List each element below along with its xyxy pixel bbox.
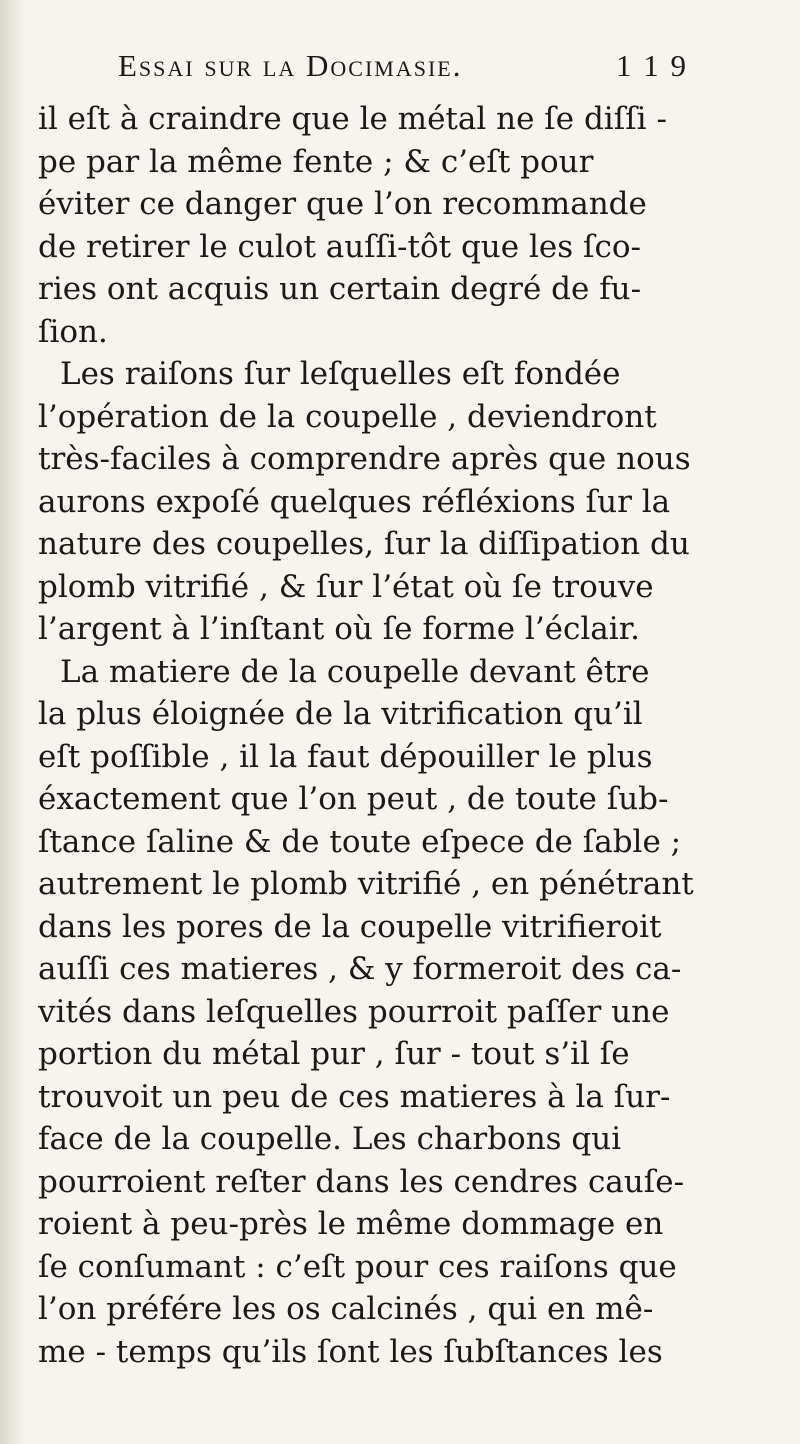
running-head: [118, 48, 688, 88]
text-line: plomb vitrifié , & ſur l’état où ſe trouve: [38, 568, 654, 605]
text-line: l’opération de la coupelle , deviendront: [38, 398, 657, 435]
body-text: [38, 98, 773, 1373]
text-line: Les raiſons ſur leſquelles eſt fondée: [60, 356, 621, 392]
text-line: très-faciles à comprendre après que nous: [38, 441, 691, 477]
text-line: nature des coupelles, ſur la diſſipation du: [38, 526, 690, 562]
text-line: face de la coupelle. Les charbons qui: [38, 1121, 622, 1157]
text-line: pe par la même fente ; & c’eſt pour: [38, 143, 594, 180]
text-line: pourroient reſter dans les cendres cauſe-: [38, 1163, 685, 1200]
text-line: ries ont acquis un certain degré de fu-: [38, 271, 642, 307]
page-gutter: [0, 0, 26, 1444]
text-line: la plus éloignée de la vitrification qu’il: [38, 696, 643, 732]
text-line: trouvoit un peu de ces matieres à la ſur-: [38, 1078, 671, 1115]
text-line: il eſt à craindre que le métal ne ſe diſſi -: [38, 101, 667, 137]
text-line: eſt poſſible , il la faut dépouiller le plus: [38, 738, 653, 775]
text-line: ſtance ſaline & de toute eſpece de ſable ;: [38, 823, 682, 860]
running-head-title: Essai sur la Docimasie.: [118, 48, 463, 83]
text-line: portion du métal pur , ſur - tout s’il ſe: [38, 1036, 630, 1072]
text-line: La matiere de la coupelle devant être: [60, 653, 650, 690]
text-line: roient à peu-près le même dommage en: [38, 1206, 664, 1242]
text-line: me - temps qu’ils ſont les ſubſtances les: [38, 1333, 663, 1370]
text-line: ſe conſumant : c’eſt pour ces raiſons que: [38, 1248, 677, 1285]
text-line: dans les pores de la coupelle vitrifieroit: [38, 908, 662, 945]
text-line: ſion.: [38, 313, 108, 350]
text-line: l’on préfére les os calcinés , qui en mê-: [38, 1291, 654, 1327]
text-line: auſſi ces matieres , & y formeroit des ca-: [38, 951, 682, 987]
text-line: autrement le plomb vitrifié , en pénétrant: [38, 866, 694, 902]
text-line: l’argent à l’inſtant où ſe forme l’éclair.: [38, 611, 640, 647]
page-number: 1 1 9: [616, 48, 688, 83]
text-line: aurons expoſé quelques réfléxions ſur la: [38, 483, 671, 520]
text-line: éxactement que l’on peut , de toute ſub-: [38, 781, 669, 817]
text-line: éviter ce danger que l’on recommande: [38, 186, 647, 222]
text-line: de retirer le culot auſſi-tôt que les ſco-: [38, 228, 641, 265]
text-line: vités dans leſquelles pourroit paſſer une: [38, 993, 670, 1030]
